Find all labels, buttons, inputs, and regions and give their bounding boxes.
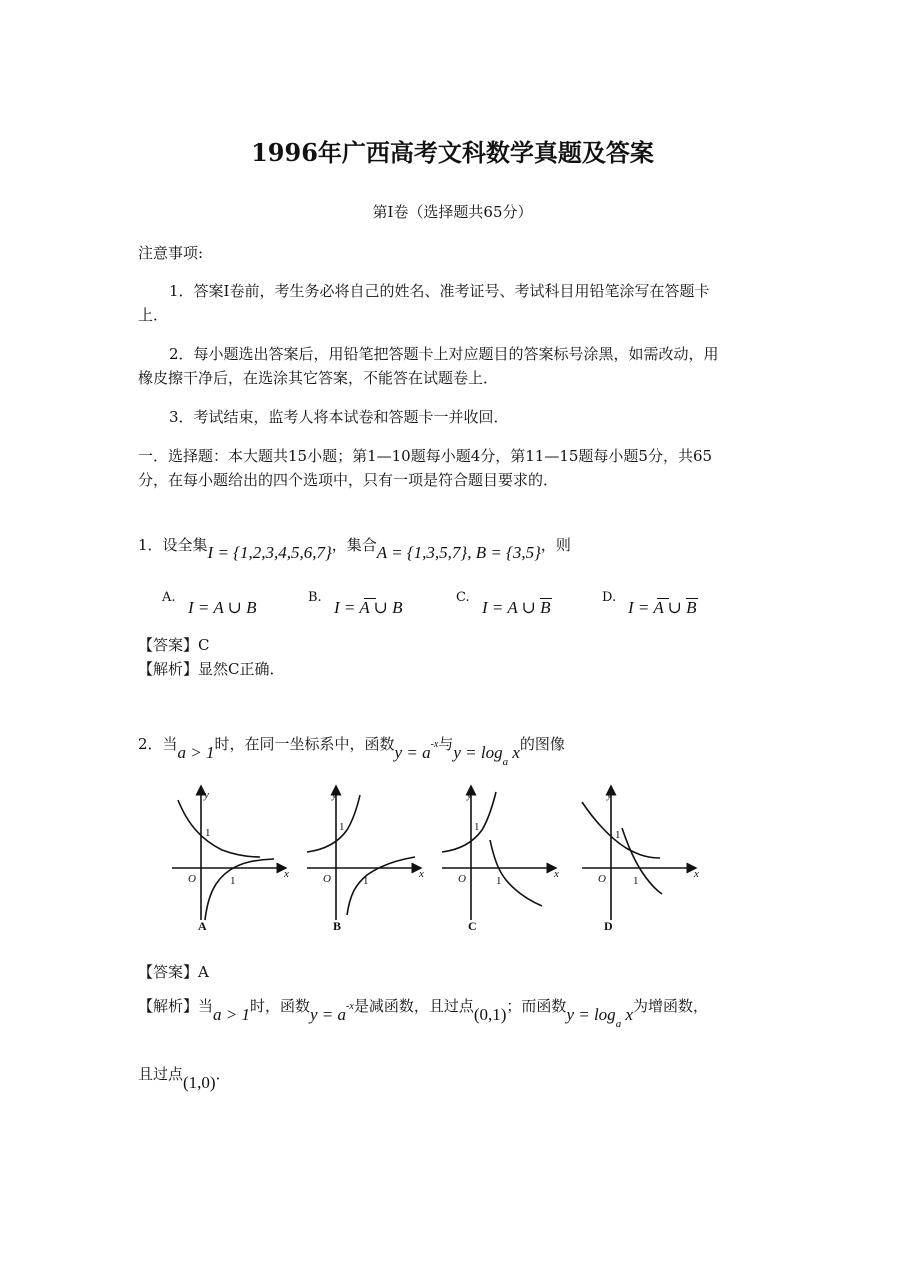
q2-analysis-f1-exp: -x	[346, 1000, 354, 1012]
question-1-stem	[138, 534, 571, 562]
graph-a-origin: O	[188, 873, 196, 885]
q2-analysis-end: ．	[215, 1065, 231, 1083]
graph-d-x-label: x	[694, 868, 699, 880]
q2-analysis-mid4: 为增函数，	[632, 997, 708, 1015]
graph-c-one-x: 1	[496, 875, 502, 887]
graph-d-log-curve	[622, 828, 662, 894]
q1-suffix: ，则	[540, 536, 571, 554]
graph-d	[582, 786, 699, 933]
q2-analysis-f2-var: x	[625, 1005, 633, 1024]
graph-d-one-x: 1	[633, 875, 639, 887]
q1-option-c-overline-b	[540, 598, 552, 599]
graph-a-y-label: y	[204, 789, 209, 801]
graph-c-origin: O	[458, 873, 466, 885]
graph-b-exp-curve	[307, 795, 360, 852]
q1-option-d-overline-b	[686, 598, 698, 599]
graph-b-one-x: 1	[363, 875, 369, 887]
q2-cond: a > 1	[177, 743, 215, 762]
graph-a-one-y: 1	[205, 827, 211, 839]
graph-d-origin: O	[598, 873, 606, 885]
graph-b	[307, 786, 424, 933]
graph-c-label: C	[468, 919, 477, 933]
graph-c	[442, 786, 559, 933]
note-2-line2: 橡皮擦干净后，在选涂其它答案，不能答在试题卷上．	[138, 369, 499, 387]
q1-option-d-expr: I = A ∪ B	[628, 598, 697, 617]
q1-option-d-label: D.	[602, 590, 617, 605]
note-2-line1: 2．每小题选出答案后，用铅笔把答题卡上对应题目的答案标号涂黑，如需改动，用	[169, 345, 719, 363]
section1-line2: 分，在每小题给出的四个选项中，只有一项是符合题目要求的．	[138, 471, 559, 489]
q2-f1-exp: -x	[430, 738, 439, 750]
q1-option-c-expr: I = A ∪ B	[482, 598, 551, 617]
q2-analysis-f2-sub: a	[615, 1018, 622, 1031]
q1-set-ab: A = {1,3,5,7}, B = {3,5}	[376, 543, 541, 562]
graph-a-one-x: 1	[230, 875, 236, 887]
graph-a-label: A	[198, 919, 207, 933]
q2-suffix: 的图像	[519, 735, 565, 753]
graph-a-exp-curve	[178, 800, 260, 857]
graph-c-log-curve	[490, 840, 542, 906]
section1-line1: 一．选择题：本大题共15小题；第1—10题每小题4分，第11—15题每小题5分，共65	[138, 447, 713, 465]
graph-a	[172, 786, 289, 933]
q2-analysis-f2: y = log	[566, 1005, 616, 1024]
q2-and: 与	[438, 735, 454, 753]
q2-f2-sub: a	[502, 756, 509, 769]
note-1-line2: 上．	[138, 306, 169, 324]
graph-c-one-y: 1	[474, 821, 480, 833]
graph-b-origin: O	[323, 873, 331, 885]
graph-c-x-label: x	[554, 868, 559, 880]
q2-f1: y = a	[394, 743, 431, 762]
graph-c-exp-curve	[442, 792, 496, 852]
q2-analysis-line1	[138, 995, 708, 1031]
graph-b-log-curve	[347, 857, 415, 915]
q2-analysis-pre: 【解析】当	[138, 997, 214, 1015]
note-1-line1: 1．答案Ⅰ卷前，考生务必将自己的姓名、准考证号、考试科目用铅笔涂写在答题卡	[169, 282, 710, 300]
q2-mid: 时，在同一坐标系中，函数	[214, 735, 395, 753]
q1-option-b-overline-a	[364, 598, 376, 599]
graph-d-exp-curve	[582, 802, 660, 858]
q2-analysis-cond: a > 1	[213, 1005, 250, 1024]
question-2-stem	[138, 733, 565, 769]
graph-c-y-label: y	[467, 789, 472, 801]
q2-f2: y = log	[453, 743, 503, 762]
note-3-line1: 3．考试结束，监考人将本试卷和答题卡一并收回．	[169, 408, 509, 426]
q1-option-b-expr: I = A ∪ B	[334, 598, 403, 617]
q2-analysis-f1: y = a	[310, 1005, 347, 1024]
q1-set-i: I = {1,2,3,4,5,6,7}	[207, 543, 332, 562]
q2-analysis-pt2: (1,0)	[183, 1073, 216, 1092]
notes-heading: 注意事项:	[138, 244, 204, 262]
graph-b-y-label: y	[332, 789, 337, 801]
q1-analysis: 【解析】显然C正确．	[138, 660, 285, 678]
q1-option-a-label: A.	[162, 590, 176, 605]
q2-analysis-line2-text: 且过点	[138, 1065, 184, 1083]
q2-graph-options	[160, 780, 720, 940]
q2-analysis-mid2: 是减函数，且过点	[353, 997, 474, 1015]
q1-answer: 【答案】C	[138, 636, 210, 654]
graph-a-x-label: x	[284, 868, 289, 880]
q1-option-a-expr: I = A ∪ B	[188, 598, 257, 617]
graph-d-one-y: 1	[615, 829, 621, 841]
q2-f2-var: x	[512, 743, 520, 762]
q2-analysis-line2	[138, 1063, 231, 1092]
q2-prefix: 2．当	[138, 735, 178, 753]
q2-analysis-mid1: 时，函数	[250, 997, 311, 1015]
graph-d-y-label: y	[607, 789, 612, 801]
q2-analysis-pt1: (0,1)	[473, 1005, 507, 1024]
q1-mid: ，集合	[331, 536, 377, 554]
section-subtitle: 第Ⅰ卷（选择题共65分）	[372, 203, 533, 221]
q1-prefix: 1．设全集	[138, 536, 208, 554]
graph-b-one-y: 1	[339, 821, 345, 833]
q1-option-c-label: C.	[456, 590, 470, 605]
q1-option-d-overline-a	[657, 598, 669, 599]
q1-option-b-label: B.	[308, 590, 322, 605]
graph-b-x-label: x	[419, 868, 424, 880]
graph-d-label: D	[604, 919, 613, 933]
q2-answer: 【答案】A	[138, 963, 209, 981]
q2-analysis-mid3: ；而函数	[506, 997, 567, 1015]
page-title: 1996年广西高考文科数学真题及答案	[251, 138, 654, 167]
graph-b-label: B	[333, 919, 342, 933]
